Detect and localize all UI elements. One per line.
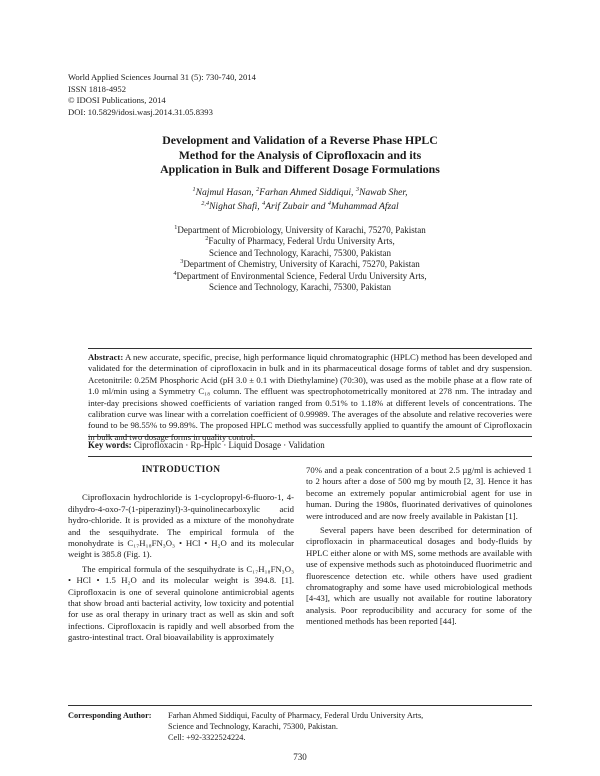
author-affiliation-mark: 1 — [192, 185, 196, 193]
journal-doi: DOI: 10.5829/idosi.wasj.2014.31.05.8393 — [68, 106, 213, 117]
title-line: Development and Validation of a Reverse Phase HPLC — [162, 133, 438, 147]
author-affiliation-mark: 2 — [256, 185, 260, 193]
corresponding-line: Farhan Ahmed Siddiqui, Faculty of Pharmacy, Federal Urdu University Arts, — [168, 711, 424, 720]
paragraph: 70% and a peak concentration of a bout 2.5 µg/ml is achieved 1 to 2 hours after a dose of 500 mg by mouth [2, 3]. Hence it has become an extremely popular antimicrobial agent for use in human. During the 1980s, fluorinated derivatives of quinolones were introduced and are now freely available in Pakistan [1]. — [306, 465, 532, 521]
footer-rule — [68, 705, 532, 706]
affiliation-mark: 1 — [174, 224, 178, 231]
affiliation-list — [140, 225, 460, 293]
abstract-body: A new accurate, specific, precise, high performance liquid chromatographic (HPLC) method has been developed and validated for the determination of ciprofloxacin in bulk and in its pharmaceutical dosage forms of tablet and dry suspension. Acetonitrile: 0.25M Phosphoric Acid (pH 3.0 ± 0.1 with Diethylamine) (70:30), was used as the mobile phase at a flow rate of 1.0 ml/min using a Symmetry C₁₈ column. The effluent was spectrophotometrically monitored at 278 nm. The intraday and inter-day precisions showed coefficients of variation ranged from 0.51% to 1.18% at different levels of concentrations. The calibration curve was linear with a correlation coefficient of 0.99989. The averages of the absolute and relative recoveries were found to be 98.55% to 99.89%. The proposed HPLC method was successfully applied to quantify the amount of Ciprofloxacin in bulk and two dosage forms in quality control. — [88, 352, 532, 442]
author-affiliation-mark: 4 — [327, 199, 331, 207]
author-affiliation-mark: 3 — [355, 185, 359, 193]
corresponding-label: Corresponding Author: — [68, 711, 152, 720]
author-affiliation-mark: 2,4 — [201, 199, 210, 207]
abstract-top-rule — [88, 348, 532, 349]
journal-citation: World Applied Sciences Journal 31 (5): 730-740, 2014 — [68, 72, 256, 82]
author-name: Nawab Sher, — [358, 187, 408, 198]
affiliation-mark: 2 — [205, 235, 209, 243]
affiliation-mark: 3 — [180, 258, 184, 266]
keywords-label: Key words: — [88, 440, 132, 450]
abstract — [88, 352, 532, 443]
keywords-top-rule — [88, 436, 532, 437]
author-name: Nighat Shafi, — [209, 200, 260, 212]
keywords-bottom-rule — [88, 456, 532, 457]
author-list — [120, 186, 480, 213]
left-column — [68, 465, 294, 647]
journal-issn: ISSN 1818-4952 — [68, 83, 127, 94]
keywords — [88, 440, 532, 450]
author-name: Farhan Ahmed Siddiqui, — [259, 187, 354, 198]
paper-title — [140, 133, 460, 177]
paragraph: Ciprofloxacin hydrochloride is 1-cyclopropyl-6-fluoro-1, 4-dihydro-4-oxo-7-(1-piperazinyl)-3-quinolinecarboxylic acid hydro-chloride. It is provided as a mixture of the monohydrate and the sesquihydrate. The empirical formula of the monohydrate is C₁₇H₁₈FN₃O₃ • HCl • H₂O and its molecular weight is 385.8 (Fig. 1). — [68, 492, 294, 560]
author-name: Najmul Hasan, — [195, 187, 254, 198]
author-name: Arif Zubair and — [265, 200, 326, 212]
abstract-label: Abstract: — [88, 352, 124, 362]
corresponding-line: Cell: +92-3322524224. — [168, 733, 246, 742]
keywords-list: Ciprofloxacin · Rp-Hplc · Liquid Dosage · Validation — [133, 440, 325, 450]
journal-copyright: © IDOSI Publications, 2014 — [68, 95, 166, 106]
affiliation-line: $^4$Department of Environmental Science, Federal Urdu University Arts, — [173, 269, 427, 281]
section-heading: INTRODUCTION — [141, 465, 221, 475]
affiliation-mark: 4 — [173, 269, 177, 277]
page-number: 730 — [293, 752, 307, 762]
affiliation-line: $^1$Department of Microbiology, University of Karachi, 75270, Pakistan — [174, 224, 426, 235]
paragraph: Several papers have been described for determination of ciprofloxacin in pharmaceutical dosages and body-fluids by HPLC either alone or with MS, some methods are available with use of expensive methods such as photoinduced fluorimetric and fluorescence detection etc. while others have used gradient chromatography and some have used microbiological methods [4-43], which are usually not available for routine laboratory analysis. Poor reproducibility and accuracy for some of the mentioned methods has been reported [44]. — [306, 525, 532, 627]
right-column — [306, 465, 532, 631]
affiliation-line: $^3$Department of Chemistry, University of Karachi, 75270, Pakistan — [180, 258, 420, 270]
author-name: Muhammad Afzal — [330, 200, 399, 212]
affiliation-line: Science and Technology, Karachi, 75300, Pakistan — [208, 282, 392, 293]
title-line: Method for the Analysis of Ciprofloxacin and its — [178, 147, 422, 162]
affiliation-line: Science and Technology, Karachi, 75300, Pakistan — [208, 247, 392, 258]
title-line: Application in Bulk and Different Dosage Formulations — [160, 162, 440, 177]
corresponding-line: Science and Technology, Karachi, 75300, Pakistan. — [168, 722, 338, 731]
author-affiliation-mark: 4 — [262, 199, 266, 207]
paragraph: The empirical formula of the sesquihydrate is C₁₇H₁₈FN₃O₃ • HCl • 1.5 H₂O and its molecular weight is 394.8. [1]. Ciprofloxacin is one of several quinolone antimicrobial agents that show broad anti bacterial activity, low toxicity and potential for use as oral therapy in urinary tract as well as skin and soft infections. Ciprofloxacin is rapidly and well absorbed from the gastro-intestinal tract. Oral bioavailability is approximately — [68, 563, 294, 643]
journal-meta — [68, 72, 256, 118]
affiliation-line: $^2$Faculty of Pharmacy, Federal Urdu University Arts, — [205, 235, 395, 247]
